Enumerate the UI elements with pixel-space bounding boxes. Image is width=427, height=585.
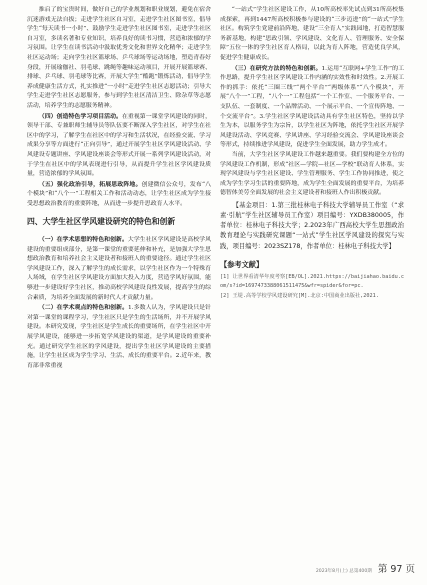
right-column [220, 6, 404, 301]
paragraph-body: 1.运用“互联网+学生工作”的工作思路，提升学生社区学风建设工作内涵的实效性和时效性。2.开展工作的抓手：依托“三圈三线”“两个平台”“两级体系”“八个模块”，开展“八个一”工程，“八个一”工程包括“一个工作室、一个服务平台、一支队伍、一套制度、一个品牌活动、一个展示平台、一个宣传阵地、一个交流平台”。3.学生社区学风建设活动具有学生社区特色，坚持以学生为本，以服务学生为宗旨，以学生社区为阵地，依托学生社区开展学风建设活动、学风竞赛、学风讲座、学习经验交流会、学风建设座谈会等形式，持续推进学风建设，促进学生全面发展，助力学生成才。 [220, 65, 404, 149]
section-heading: 四、大学生社区学风建设研究的特色和创新 [27, 217, 176, 227]
funding-note [220, 201, 404, 252]
paragraph [220, 64, 404, 151]
left-column [27, 6, 211, 371]
funding-text: 【基金项目：1.第三批桂林电子科技大学辅导员工作室（“求素·引航”学生社区辅导员工作室）项目编号：YXDB380005，作者单位：桂林电子科技大学；2.2023年广西高校大学生思想政治教育理论与实践研究课题“一站式”学生社区学风建设的探究与实践，项目编号：2023SZ178，作者单位：桂林电子科技大学】 [220, 201, 404, 250]
subsection-title: （一）在学术思想的特色和创新。 [38, 236, 128, 244]
subsection-title: （五）强化政治引导，拓展思政阵地。 [38, 180, 142, 188]
paragraph-body: 大学生社区学风建设是高校学风建设的重要组成部分，是第一课堂的重要延伸和补充，是加强大学生思想政治教育和培养社会主义建设者和接班人的重要途径。通过学生社区学风建设工作，深入了解学生的成长需求，以学生社区作为一个特殊育人场域，在学生社区学风建设方面加大投入力度，营造学风好氛围，能够进一步建设好学生社区，推动高校学风建设良性发展，提高学生的综合素质，为培养全面发展的新时代人才贡献力量。 [27, 237, 212, 301]
subsection-title: （四）创造特色学习项目活动。 [38, 112, 122, 120]
reference-item: [2] 王堤.高等学校学风建设研究[M].北京:中国商业出版社,2021. [220, 292, 379, 299]
paragraph [27, 235, 211, 303]
paragraph: 推启了的宝贵时间，做好自己的学业规划和职业规划，避免在宿舍沉迷游戏无法自拔；走进学生社区自习室，走进学生社区图书室，倡导学生“每天读书一小时”、鼓励学生走进学生社区图书室，走进学生社区自习室，多读名著和专业知识，培养良好的读书习惯，营造和浓郁的学习氛围。让学生在读书活动中汲取优秀文化和世界文化精华；走进学生社区运动场；走向学生社区篮球场、乒乓球场等运动场地，塑造青春好身段，开展瑜伽社、羽毛球、跳绳等趣味运动项目，开展开展篮球赛、排球、乒乓球、羽毛球等比赛，开展大学生“酷跑”锻炼活动，倡导学生养成健康生活方式，扎实推进“一小时”走进学生社区志愿活动；引导大学生走进学生社区志愿服务，参与到学生社区清洁卫生、除杂草等志愿活动，培养学生的志愿服务精神。 [27, 7, 211, 109]
paragraph [27, 303, 211, 371]
paragraph-body: 1.多数人认为，学风建设只是针对第一课堂的课程学习，学生社区只是学生的生活场所，并不开展学风建设。本研究发现，学生社区是学生成长的重要场所，在学生社区中开展学风建设，能够进一步拓宽学风建设的渠道，是学风建设的重要补充。通过研究学生社区的学风建设，提出学生社区学风建设的主要措施，让学生社区成为学生学习、生活、成长的重要平台。2.近年来，教育部非常重视 [27, 305, 212, 369]
paragraph: 当前，大学生社区学风建设工作越来越重要。我们要构建全方位的学风建设工作机制，形成“社区—学院—社区—学校”联动育人体系，实现学风建设与学生社区建设、学生管理服务、学生工作协同推进，使之成为学生学习生活的重要阵地，成为学生全面发展的重要平台，为培养德智体美劳全面发展的社会主义建设者和接班人作出积极贡献。 [220, 151, 404, 197]
issue-info: 2023年8月(上) 总第400期 [315, 569, 372, 574]
paragraph [27, 112, 211, 180]
subsection-title: （二）在学术观点的特色和创新。 [38, 304, 129, 312]
paragraph-body: 在重视第一课堂学风建设的同时，领导干部、专兼职师生辅导员等队伍要不断深入学生社区，对学生在社区中的学习，了解学生在社区中的学习和生活状况，在经验交流、学习成果分享等方面进行“正向引导”，通过开展学生社区学风建设活动、学风建设专题讲座、学风建设座谈会等形式开展一系列学风建设活动，对于学生在社区中的学风表现进行引导，从而提升学生社区学风建设质量，营造浓郁的学风氛围。 [27, 113, 211, 178]
paragraph: “一站式”学生社区建设工作，从10所高校率先试点到31所高校集成探索，再到1447所高校积极参与建设的“三步迈进”的“一站式”学生社区。构筑学生党建前沿阵地，建设“三全育人”实践园地，打造智慧服务新基地，构建“思政引领、学风建设、文化育人、管理服务、安全保障”五位一体的学生社区育人格局，以此为育人阵地，营造优良学风，促进学生健康成长。 [220, 7, 404, 61]
references-list [220, 273, 404, 300]
page-number: 第 97 页 [377, 564, 415, 575]
references-heading: 【参考文献】 [220, 259, 264, 269]
paragraph [27, 180, 211, 210]
subsection-title: （三）在研究方法的特色和创新。 [231, 64, 322, 72]
paragraph-body: 创建微信公众号，发布“八个模块”和“八个一”工程相关工作和活动动态，让学生社区成为学生接受思想政治教育的重要阵地，从而进一步提升思政育人水平。 [27, 181, 212, 207]
reference-item: [1] 让世界看清华年度考察[EB/OL].2021.https://baijiahao.baidu.com/s?id=1697473388061511475&wfr=spider&for=pc. [220, 274, 404, 290]
page-footer [220, 561, 415, 575]
